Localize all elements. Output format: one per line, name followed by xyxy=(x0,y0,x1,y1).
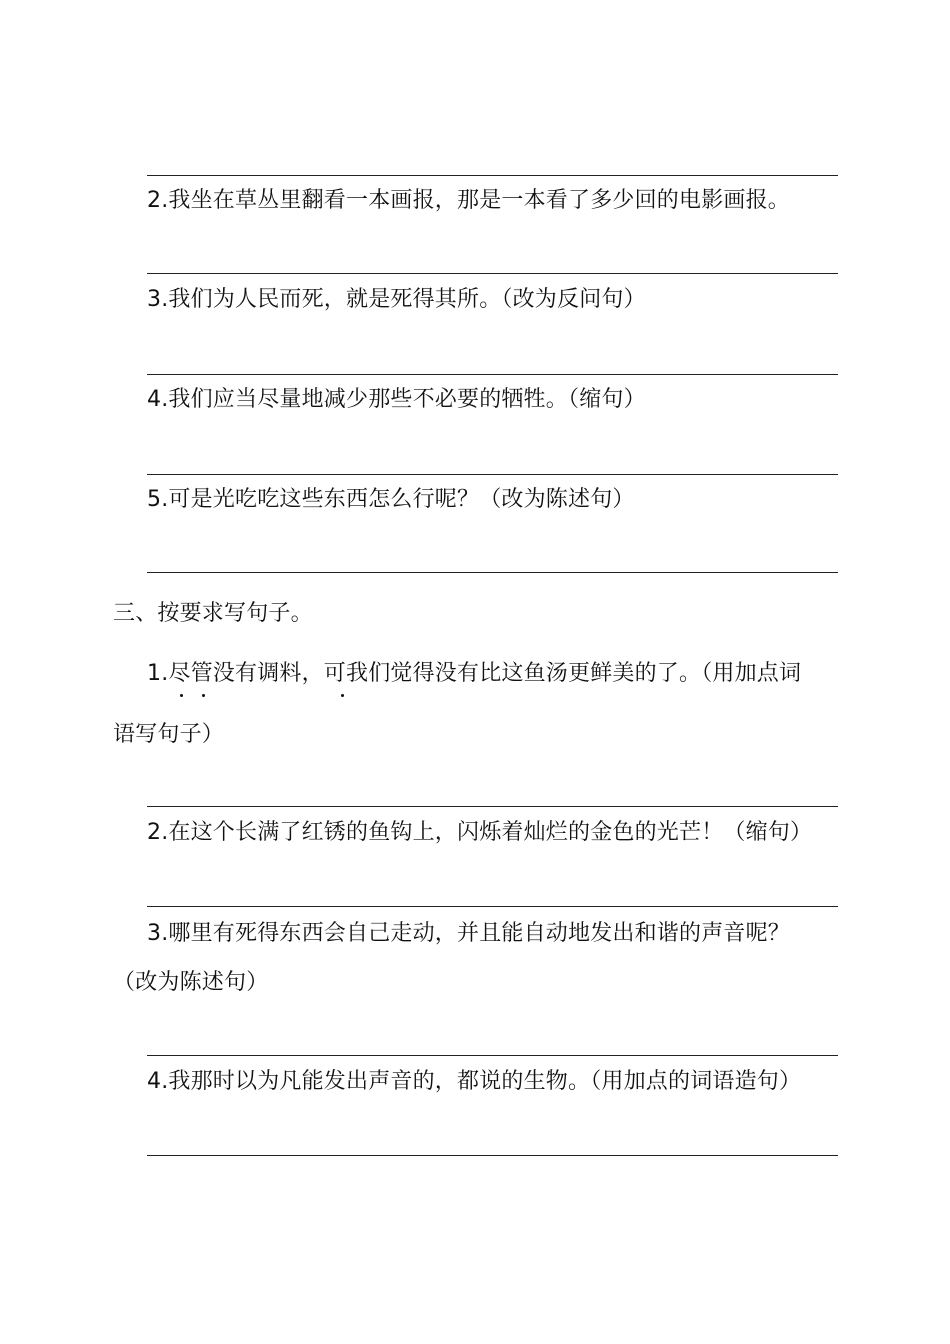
question-3-1-line2: 语写句子） xyxy=(113,722,225,747)
answer-line[interactable] xyxy=(147,474,838,475)
answer-line[interactable] xyxy=(147,374,838,375)
answer-line[interactable] xyxy=(147,806,838,807)
question-3-3-line1: 3.哪里有死得东西会自己走动，并且能自动地发出和谐的声音呢？ xyxy=(147,921,790,946)
answer-line[interactable] xyxy=(147,572,838,573)
answer-line[interactable] xyxy=(147,1055,838,1056)
question-2-4: 4.我们应当尽量地减少那些不必要的牺牲。（缩句） xyxy=(147,387,646,412)
question-3-1-line1: 1.尽管没有调料，可我们觉得没有比这鱼汤更鲜美的了。（用加点词 xyxy=(147,661,802,686)
question-3-3-line2: （改为陈述句） xyxy=(113,970,269,995)
answer-line[interactable] xyxy=(147,175,838,176)
answer-line[interactable] xyxy=(147,1155,838,1156)
emphasis-dot xyxy=(202,694,205,697)
question-3-4: 4.我那时以为凡能发出声音的，都说的生物。（用加点的词语造句） xyxy=(147,1069,802,1094)
section-heading: 三、按要求写句子。 xyxy=(113,601,313,626)
question-2-3: 3.我们为人民而死，就是死得其所。（改为反问句） xyxy=(147,287,646,312)
answer-line[interactable] xyxy=(147,273,838,274)
question-2-5: 5.可是光吃吃这些东西怎么行呢？（改为陈述句） xyxy=(147,487,635,512)
answer-line[interactable] xyxy=(147,906,838,907)
emphasis-dot xyxy=(341,694,344,697)
question-3-2: 2.在这个长满了红锈的鱼钩上，闪烁着灿烂的金色的光芒！（缩句） xyxy=(147,820,813,845)
question-2-2: 2.我坐在草丛里翻看一本画报，那是一本看了多少回的电影画报。 xyxy=(147,188,790,213)
emphasis-dot xyxy=(180,694,183,697)
